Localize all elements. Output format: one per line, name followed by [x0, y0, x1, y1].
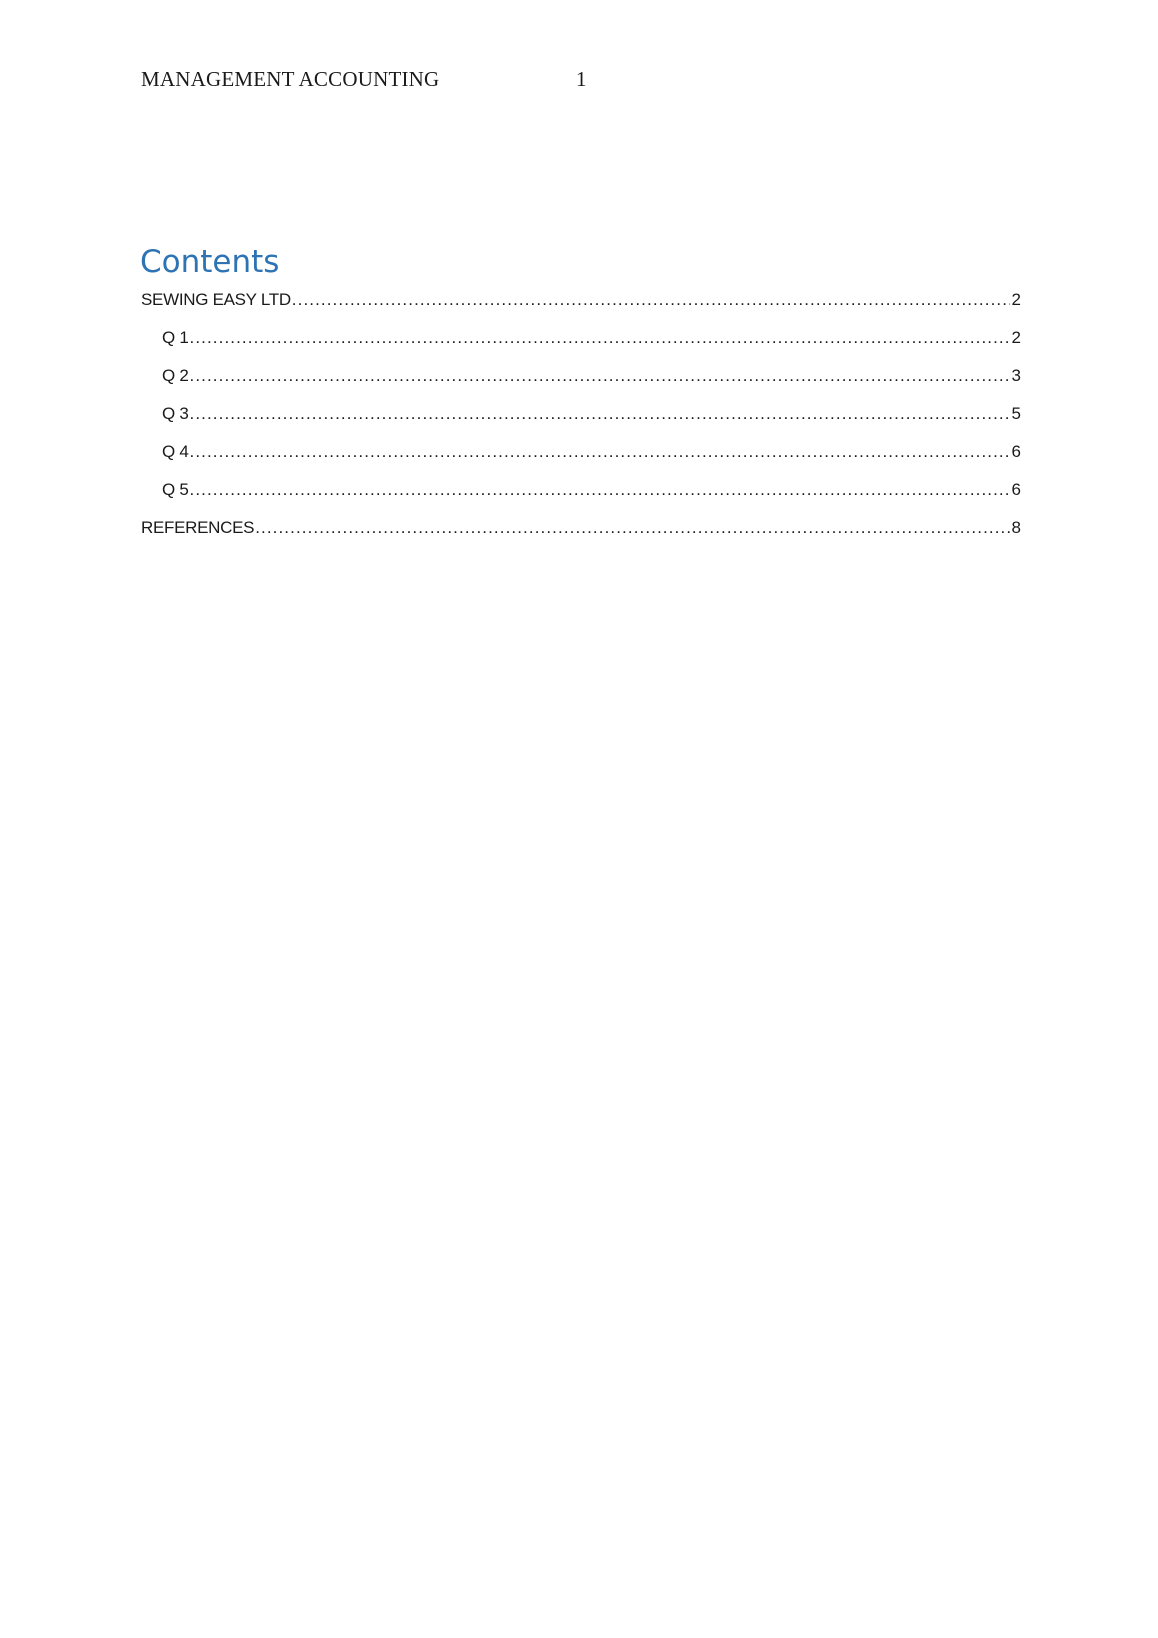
- toc-entry-q2[interactable]: [141, 363, 1021, 401]
- toc-entry-sewing-easy-ltd[interactable]: [141, 287, 1021, 325]
- toc-entry-page: 2: [1011, 328, 1021, 347]
- toc-entry-q3[interactable]: [141, 401, 1021, 439]
- toc-entry-page: 6: [1011, 442, 1021, 461]
- toc-entry-page: 3: [1011, 366, 1021, 385]
- toc-dot-leader: [190, 325, 1010, 351]
- toc-entry-label: Q 2: [162, 366, 189, 385]
- toc-entry-label: Q 4: [162, 442, 189, 461]
- toc-dot-leader: [190, 439, 1010, 465]
- running-head: MANAGEMENT ACCOUNTING: [141, 67, 440, 91]
- toc-entry-label: Q 5: [162, 480, 189, 499]
- toc-entry-label: SEWING EASY LTD: [141, 290, 291, 309]
- toc-entry-label: REFERENCES: [141, 518, 255, 537]
- toc-dot-leader: [292, 287, 1010, 313]
- toc-entry-references[interactable]: [141, 515, 1021, 553]
- toc-dot-leader: [255, 515, 1009, 541]
- toc-entry-page: 5: [1011, 404, 1021, 423]
- table-of-contents: [141, 287, 1021, 553]
- toc-heading: Contents: [140, 244, 280, 280]
- toc-entry-page: 8: [1011, 518, 1021, 537]
- toc-entry-q5[interactable]: [141, 477, 1021, 515]
- toc-entry-label: Q 3: [162, 404, 189, 423]
- toc-entry-label: Q 1: [162, 328, 189, 347]
- toc-dot-leader: [190, 363, 1010, 389]
- toc-dot-leader: [190, 401, 1010, 427]
- toc-entry-q4[interactable]: [141, 439, 1021, 477]
- page-number: 1: [576, 67, 587, 91]
- toc-dot-leader: [190, 477, 1010, 503]
- toc-entry-page: 6: [1011, 480, 1021, 499]
- toc-entry-q1[interactable]: [141, 325, 1021, 363]
- toc-entry-page: 2: [1011, 290, 1021, 309]
